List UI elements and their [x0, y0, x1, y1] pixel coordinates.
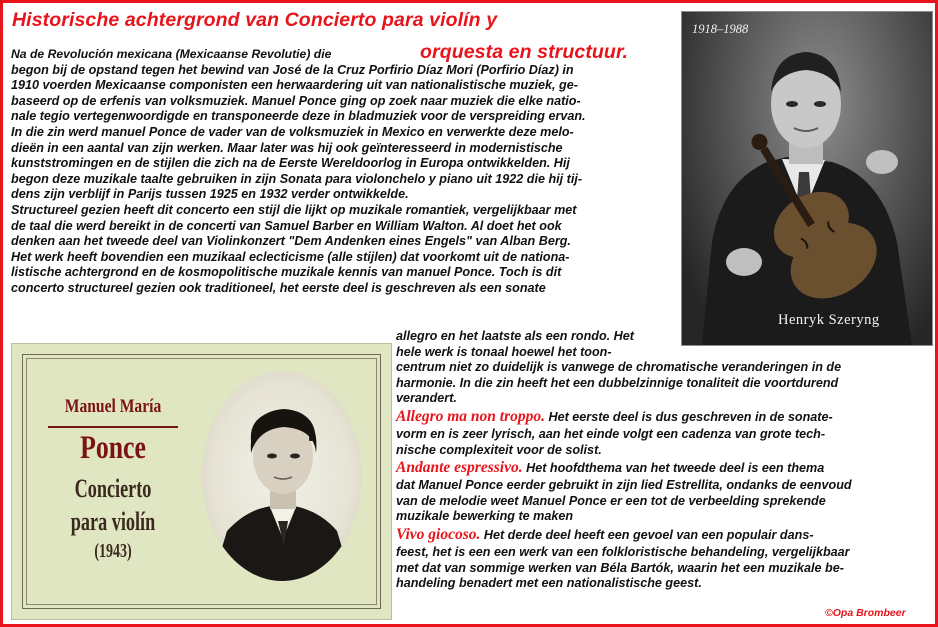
cover-title-line-1: Concierto: [74, 474, 152, 503]
paragraph-line: centrum niet zo duidelijk is vanwege de chromatische veranderingen in de: [396, 360, 842, 375]
ponce-portrait: [202, 371, 362, 581]
paragraph-line: dens zijn verblijf in Parijs tussen 1925 en 1932 verder ontwikkelde.: [11, 187, 409, 202]
cover-composer-last: Ponce: [80, 430, 146, 466]
paragraph-line: kunststromingen en de stijlen die zich na de Eerste Wereldoorlog in Europa ontwikkelden. Hij: [11, 156, 570, 171]
paragraph-line: listische achtergrond en de kosmopolitische muzikale kennis van manuel Ponce. Toch is dit: [11, 265, 562, 280]
paragraph-line: harmonie. In die zin heeft het een dubbelzinnige tonaliteit die voortdurend: [396, 375, 839, 390]
movement-line: van de melodie weet Manuel Ponce er een tot de verbeelding sprekende: [396, 493, 826, 508]
copyright-notice: ©Opa Brombeer: [825, 607, 906, 619]
paragraph-line: nale tegio vertegenwoordigde en transponeerde deze in bladmuziek voor de verspreiding ervan.: [11, 109, 586, 124]
photo-caption: Henryk Szeryng: [778, 312, 880, 328]
history-paragraph: [11, 47, 586, 297]
title-line-2: orquesta en structuur.: [420, 41, 629, 63]
movement-heading: Vivo giocoso.: [396, 525, 481, 543]
violinist-illustration: [682, 12, 932, 345]
movement-line: met dat van sommige werken van Béla Bartók, waarin het een muzikale be-: [396, 560, 844, 575]
movement-text: Het hoofdthema van het tweede deel is een thema: [522, 461, 825, 476]
henryk-szeryng-photo: [681, 11, 933, 346]
movement-1-first-line: [396, 407, 852, 427]
cover-year: (1943): [94, 540, 132, 562]
paragraph-line: In die zin werd manuel Ponce de vader van de volksmuziek in Mexico en verwerkte deze melo-: [11, 124, 574, 139]
movement-text: Het eerste deel is dus geschreven in de sonate-: [545, 409, 833, 424]
paragraph-line: allegro en het laatste als een rondo. Het: [396, 329, 634, 343]
movement-line: muzikale bewerking te maken: [396, 509, 574, 524]
movement-text: Het derde deel heeft een gevoel van een populair dans-: [480, 527, 814, 542]
paragraph-line: concerto structureel gezien ook traditioneel, het eerste deel is geschreven als een sonate: [11, 280, 546, 295]
paragraph-line: verandert.: [396, 391, 457, 406]
cover-composer-first: Manuel María: [64, 396, 162, 417]
movement-line: nische complexiteit voor de solist.: [396, 442, 602, 457]
paragraph-line: Structureel gezien heeft dit concerto een stijl die lijkt op muzikale romantiek, vergelijkbaar met: [11, 202, 577, 217]
movement-3-first-line: [396, 525, 852, 545]
ponce-illustration: [202, 371, 362, 581]
paragraph-line: begon deze muzikale taalte gebruiken in zijn Sonata para violonchelo y piano uit 1922 die hij tij-: [11, 171, 583, 186]
movement-heading: Allegro ma non troppo.: [396, 407, 545, 425]
movement-line: handeling benadert met een nationalistische geest.: [396, 576, 702, 591]
paragraph-line: begon bij de opstand tegen het bewind van José de la Cruz Porfirio Díaz Mori (Porfirio Díaz) in: [11, 62, 574, 77]
paragraph-line: Na de Revolución mexicana (Mexicaanse Revolutie) die: [11, 47, 332, 61]
paragraph-line: Het werk heeft bovendien een muzikaal eclecticisme (alle stijlen) dat voorkomt uit de nationa-: [11, 249, 570, 264]
movement-line: feest, het is een een werk van een folkloristische behandeling, vergelijkbaar: [396, 544, 850, 559]
paragraph-line: denken aan het tweede deel van Violinkonzert "Dem Andenken eines Engels" van Alban Berg.: [11, 234, 571, 249]
cover-title-line-2: para violín: [70, 507, 156, 536]
album-cover: [11, 343, 392, 620]
life-years: 1918–1988: [692, 22, 749, 36]
movement-2-first-line: [396, 458, 852, 478]
structure-paragraph: [396, 329, 852, 592]
movement-heading: Andante espressivo.: [396, 459, 523, 477]
title-line-1: Historische achtergrond van Concierto para violín y: [12, 9, 498, 31]
paragraph-line: de taal die werd bereikt in de concerti van Samuel Barber en William Walton. Al doet het ook: [11, 218, 562, 233]
paragraph-line: hele werk is tonaal hoewel het toon-: [396, 344, 612, 359]
cover-divider: [48, 426, 178, 428]
paragraph-line: baseerd op de erfenis van volksmuziek. Manuel Ponce ging op zoek naar muziek die elke natio-: [11, 93, 581, 108]
movement-line: dat Manuel Ponce eerder gebruikt in zijn lied Estrellita, ondanks de eenvoud: [396, 478, 852, 493]
movement-line: vorm en is zeer lyrisch, aan het einde volgt een cadenza van grote tech-: [396, 426, 826, 441]
paragraph-line: 1910 voerden Mexicaanse componisten een herwaardering uit van nationalistische muziek, ge-: [11, 78, 578, 93]
paragraph-line: dieën in een aantal van zijn werken. Maar later was hij ook geïnteresseerd in modernistische: [11, 140, 563, 155]
